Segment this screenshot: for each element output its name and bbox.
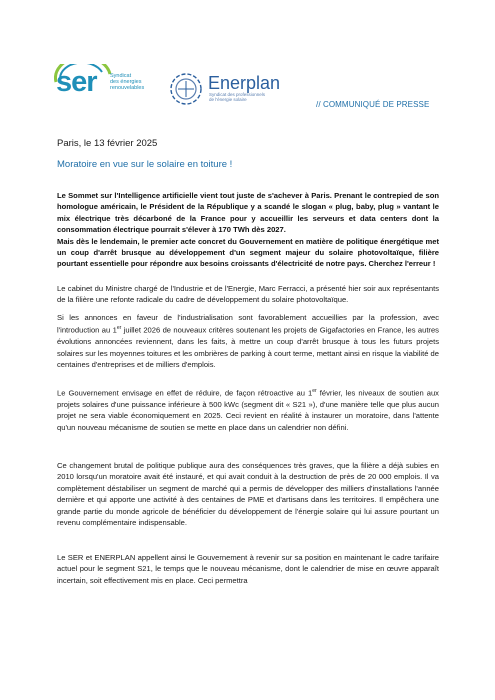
enerplan-logo-tagline: Syndicat des professionnels de l'énergie solaire [209, 92, 266, 102]
enerplan-logo-wordmark: Enerplan [208, 73, 281, 93]
ser-logo-wordmark: ser [56, 66, 97, 98]
paragraph-cabinet: Le cabinet du Ministre chargé de l'Industrie et de l'Energie, Marc Ferracci, a présenté hier soir aux représentants de la filière une refonte radicale du cadre de développement du solaire photovoltaïque. [57, 284, 439, 305]
press-release-label: // COMMUNIQUÉ DE PRESSE [316, 100, 430, 109]
paragraph-annonces: Si les annonces en faveur de l'industrialisation sont favorablement accueillies par la profession, avec l'introduction au 1er juillet 2026 de nouveaux critères soutenant les projets de Gigafactories en France, les autres évolutions annoncées reviennent, dans les faits, à mettre un coup d'arrêt brusque à tous les futurs projets solaires sur les moyennes toitures et les ombrières de parking à court terme, mettant ainsi en risque la viabilité de centaines d'entreprises et de milliers d'emplois. [57, 313, 439, 370]
ser-logo-tagline: Syndicat des énergies renouvelables [110, 73, 145, 91]
document-header [0, 0, 495, 120]
headline: Moratoire en vue sur le solaire en toiture ! [57, 159, 233, 170]
paragraph-gouvernement: Le Gouvernement envisage en effet de réduire, de façon rétroactive au 1er février, les niveaux de soutien aux projets solaires d'une puissance inférieure à 500 kWc (segment dit « S21 »), d'une manière telle que plus aucun projet ne sera viable économiquement en 2025. Ceci revient en réalité à instaurer un moratoire, dans l'attente qu'un nouveau mécanisme de soutien se mette en place dans un calendrier non défini. [57, 388, 439, 432]
paragraph-consequences: Ce changement brutal de politique publique aura des conséquences très graves, que la filière a déjà subies en 2010 lorsqu'un moratoire avait été instauré, et qui avait conduit à la destruction de près de 20 000 emplois. Il va complètement déstabiliser un segment de marché qui a permis de développer des milliers d'installations l'année dernière et qui apporte une activité à des centaines de PME et d'artisans dans les territoires. Il empêchera une grande partie du monde agricole de bénéficier du développement de l'énergie solaire qui lui assure pourtant un revenu complémentaire indispensable. [57, 461, 439, 528]
paragraph-appel: Le SER et ENERPLAN appellent ainsi le Gouvernement à revenir sur sa position en maintenant le cadre tarifaire actuel pour le segment S21, le temps que le nouveau mécanisme, dont le calendrier de mise en œuvre apparaît incertain, soit effectivement mis en place. Ceci permettra [57, 553, 439, 585]
dateline: Paris, le 13 février 2025 [57, 138, 158, 149]
enerplan-logo [168, 71, 204, 107]
intro-paragraph: Le Sommet sur l'Intelligence artificielle vient tout juste de s'achever à Paris. Prenant le contrepied de son homologue américain, le Président de la République y a scandé le slogan « plug, baby, plug » vantant le mix électrique très décarboné de la France pour y accueillir les serveurs et data centers dont la consommation électrique pourrait s'élever à 170 TWh dès 2027. Mais dès le lendemain, le premier acte concret du Gouvernement en matière de politique énergétique met un coup d'arrêt brusque au développement d'un segment majeur du solaire photovoltaïque, filière pourtant essentielle pour répondre aux besoins croissants d'électricité de notre pays. Cherchez l'erreur ! [57, 191, 439, 269]
